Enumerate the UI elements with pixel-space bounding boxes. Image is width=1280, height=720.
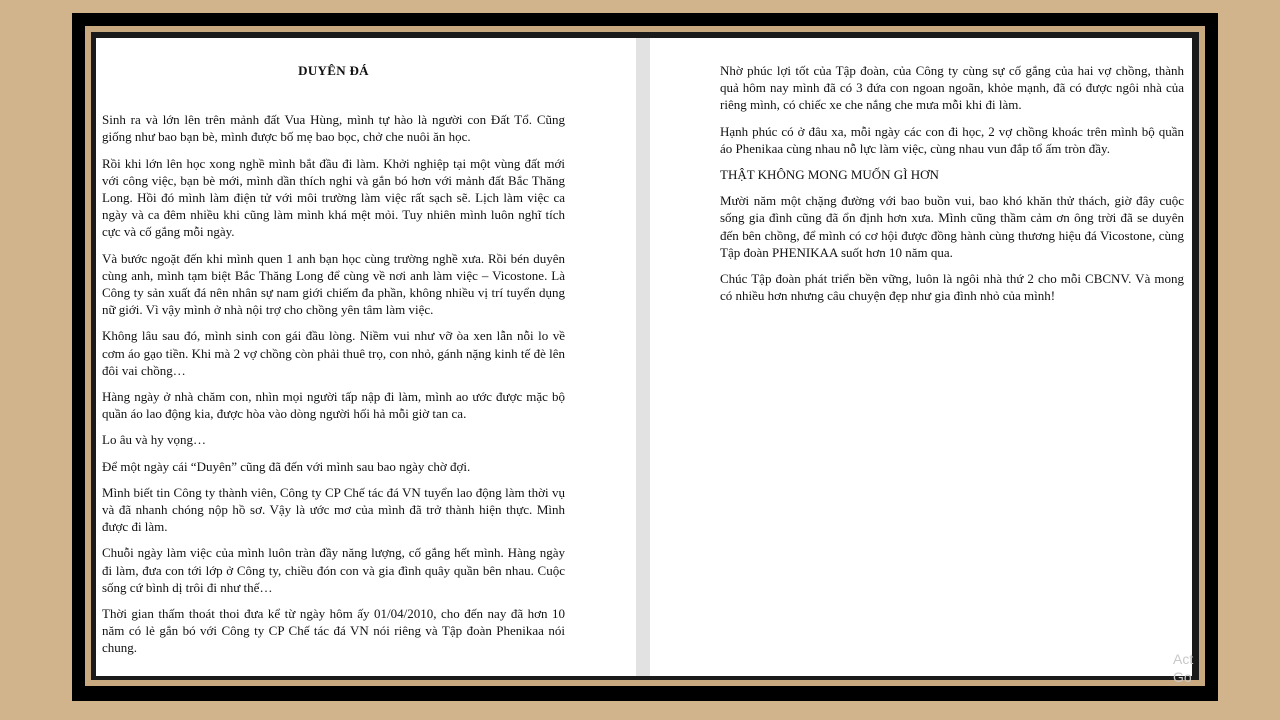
watermark-line: Act (1173, 651, 1194, 667)
right-page-text-column (720, 62, 1184, 313)
activation-watermark (1173, 650, 1193, 686)
document-page-left[interactable] (96, 38, 636, 676)
paragraph: Mười năm một chặng đường với bao buồn vui, bao khó khăn thử thách, giờ đây cuộc sống gia đình cũng đã ổn định hơn xưa. Mình cũng thầm cảm ơn ông trời đã se duyên đến bên chồng, để mình có cơ hội được đồng hành cùng thương hiệu đá Vicostone, cùng Tập đoàn PHENIKAA suốt hơn 10 năm qua. (720, 193, 1184, 260)
paragraph: Nhờ phúc lợi tốt của Tập đoàn, của Công ty cùng sự cố gắng của hai vợ chồng, thành quả hôm nay mình đã có 3 đứa con ngoan ngoãn, khỏe mạnh, đã có được ngôi nhà của riêng mình, có chiếc xe che nắng che mưa mỗi khi đi làm. (720, 63, 1184, 113)
paragraph: Lo âu và hy vọng… (102, 432, 206, 448)
paragraph: Mình biết tin Công ty thành viên, Công ty CP Chế tác đá VN tuyển lao động làm thời vụ và đã nhanh chóng nộp hồ sơ. Vậy là ước mơ của mình đã trở thành hiện thực. Mình được đi làm. (102, 484, 565, 535)
paragraph: Chuỗi ngày làm việc của mình luôn tràn đầy năng lượng, cố gắng hết mình. Hàng ngày đi làm, đưa con tới lớp ở Công ty, chiều đón con và gia đình quây quần bên nhau. Cuộc sống cứ bình dị trôi đi như thế… (102, 545, 565, 595)
paragraph: Rồi khi lớn lên học xong nghề mình bắt đầu đi làm. Khởi nghiệp tại một vùng đất mới với công việc, bạn bè mới, mình dần thích nghi và gắn bó hơn với mảnh đất Bắc Thăng Long. Hồi đó mình làm điện tử với môi trường làm việc rất sạch sẽ. Lịch làm việc ca ngày và ca đêm nhiều khi cũng làm mình khá mệt mỏi. Tuy nhiên mình luôn nghĩ tích cực và cố gắng mỗi ngày. (102, 155, 565, 240)
document-title: DUYÊN ĐÁ (298, 63, 369, 78)
page-gutter (636, 38, 650, 676)
paragraph: Và bước ngoặt đến khi mình quen 1 anh bạn học cùng trường nghề xưa. Rồi bén duyên cùng anh, mình tạm biệt Bắc Thăng Long để cùng về nơi anh làm việc – Vicostone. Là Công ty sản xuất đá nên nhân sự nam giới chiếm đa phần, không nhiều vị trí tuyển dụng nữ giới. Vì vậy mình ở nhà nội trợ cho chồng yên tâm làm việc. (102, 250, 565, 318)
paragraph: Sinh ra và lớn lên trên mảnh đất Vua Hùng, mình tự hào là người con Đất Tổ. Cũng giống như bao bạn bè, mình được bố mẹ bao bọc, chở che nuôi ăn học. (102, 112, 565, 145)
paragraph: Không lâu sau đó, mình sinh con gái đầu lòng. Niềm vui như vỡ òa xen lẫn nỗi lo về cơm áo gạo tiền. Khi mà 2 vợ chồng còn phải thuê trọ, con nhỏ, gánh nặng kinh tế đè lên đôi vai chồng… (102, 328, 565, 378)
document-page-right[interactable] (650, 38, 1192, 676)
paragraph: Hàng ngày ở nhà chăm con, nhìn mọi người tấp nập đi làm, mình ao ước được mặc bộ quần áo lao động kia, được hòa vào dòng người hối hả mỗi giờ tan ca. (102, 389, 565, 422)
paragraph: Hạnh phúc có ở đâu xa, mỗi ngày các con đi học, 2 vợ chồng khoác trên mình bộ quần áo Phenikaa cùng nhau nỗ lực làm việc, cùng nhau vun đắp tổ ấm tròn đầy. (720, 123, 1184, 156)
left-page-text-column (102, 62, 565, 666)
paragraph: Thời gian thấm thoát thoi đưa kể từ ngày hôm ấy 01/04/2010, cho đến nay đã hơn 10 năm có lẻ gắn bó với Công ty CP Chế tác đá VN nói riêng và Tập đoàn Phenikaa nói chung. (102, 606, 565, 656)
paragraph: Chúc Tập đoàn phát triển bền vững, luôn là ngôi nhà thứ 2 cho mỗi CBCNV. Và mong có nhiều hơn nhưng câu chuyện đẹp như gia đình nhỏ của mình! (720, 271, 1184, 304)
section-heading: THẬT KHÔNG MONG MUỐN GÌ HƠN (720, 167, 939, 183)
watermark-line: Go (1173, 669, 1192, 685)
paragraph: Để một ngày cái “Duyên” cũng đã đến với mình sau bao ngày chờ đợi. (102, 458, 471, 474)
